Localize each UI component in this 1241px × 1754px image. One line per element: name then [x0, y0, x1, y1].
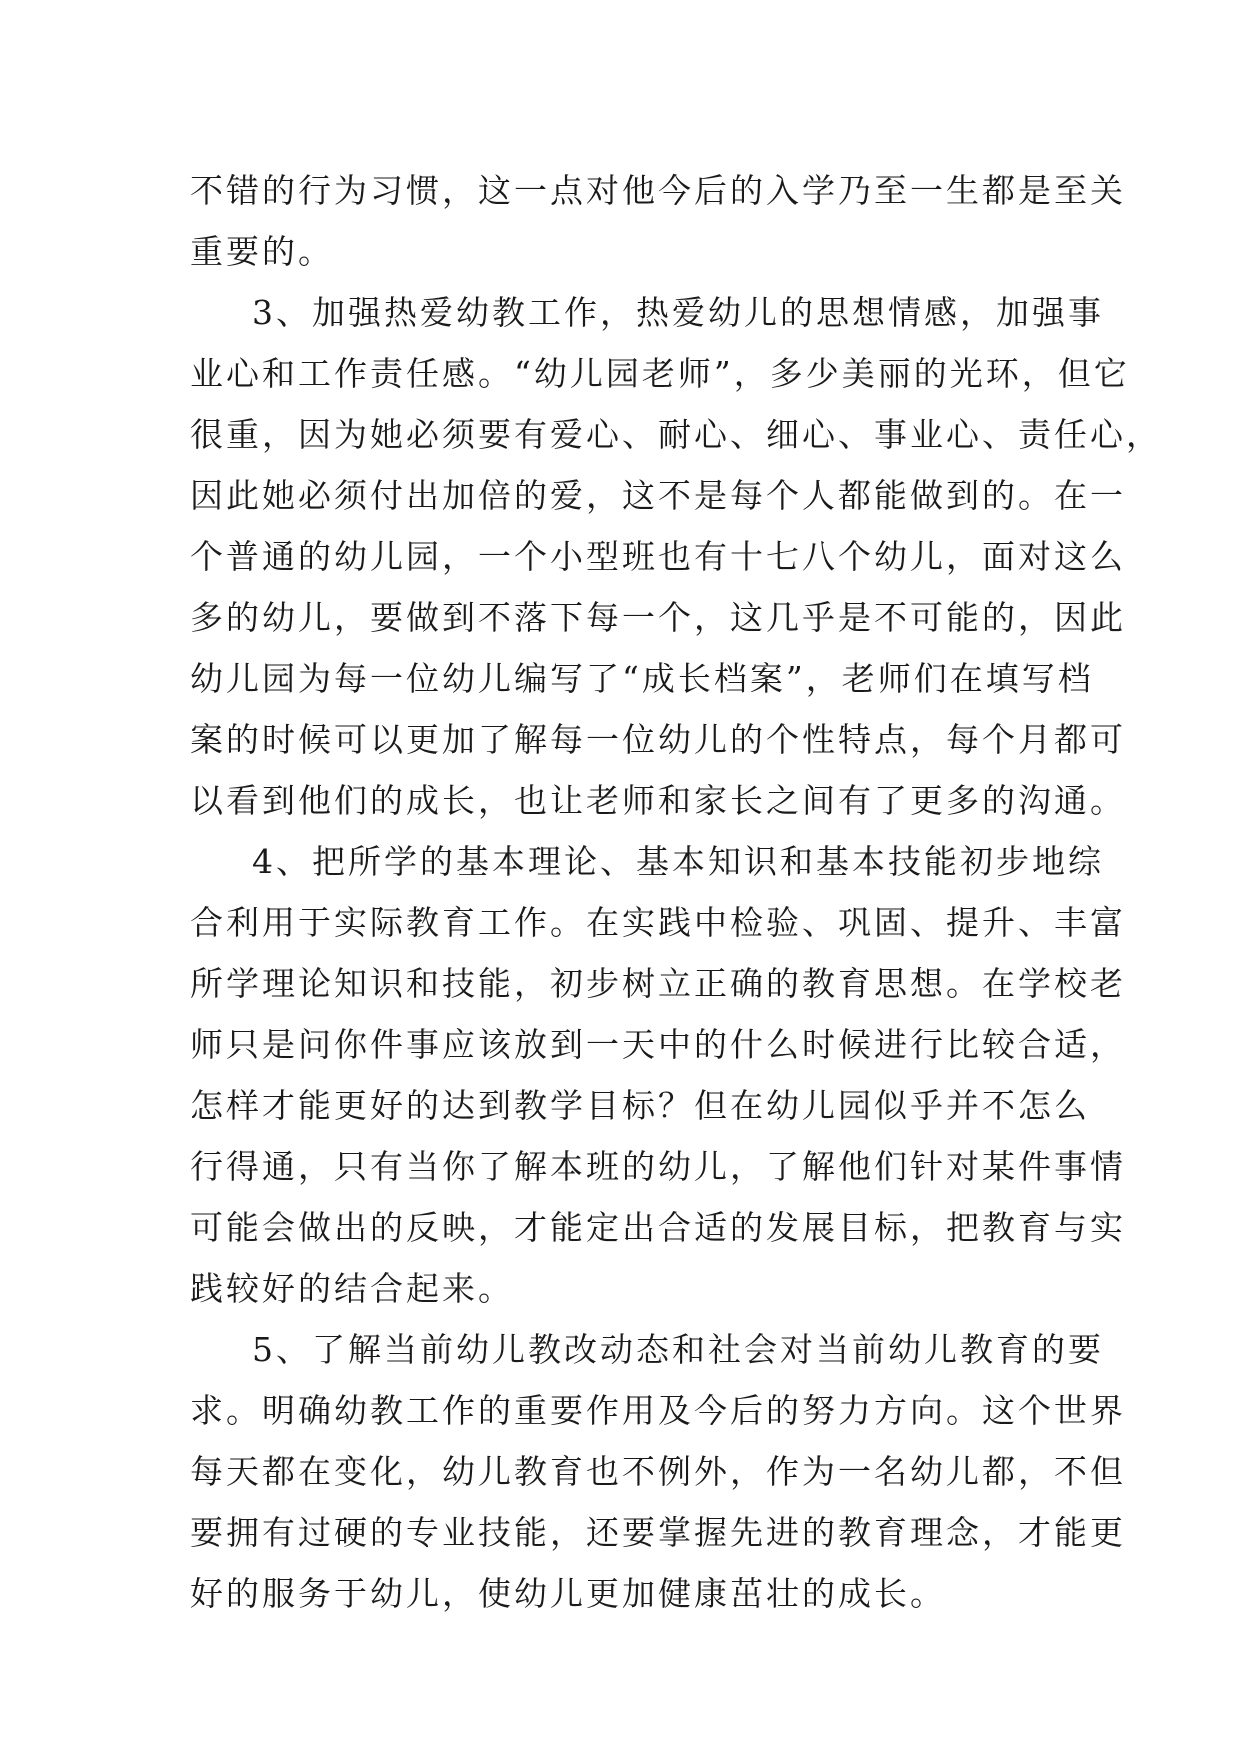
text-line: 个普通的幼儿园，一个小型班也有十七八个幼儿，面对这么 [190, 537, 1126, 576]
text-line: 重要的。 [190, 232, 334, 271]
text-line: 可能会做出的反映，才能定出合适的发展目标，把教育与实 [190, 1208, 1126, 1247]
text-line: 不错的行为习惯，这一点对他今后的入学乃至一生都是至关 [190, 171, 1126, 210]
text-line: 多的幼儿，要做到不落下每一个，这几乎是不可能的，因此 [190, 598, 1126, 637]
document-body [190, 160, 1162, 1624]
text-line: 求。明确幼教工作的重要作用及今后的努力方向。这个世界 [190, 1391, 1126, 1430]
text-line: 每天都在变化，幼儿教育也不例外，作为一名幼儿都，不但 [190, 1452, 1126, 1491]
text-line: 因此她必须付出加倍的爱，这不是每个人都能做到的。在一 [190, 476, 1126, 515]
paragraph-4-start: 4、把所学的基本理论、基本知识和基本技能初步地综 [252, 842, 1104, 881]
text-line: 好的服务于幼儿，使幼儿更加健康茁壮的成长。 [190, 1574, 946, 1613]
text-line: 以看到他们的成长，也让老师和家长之间有了更多的沟通。 [190, 781, 1126, 820]
text-line: 很重，因为她必须要有爱心、耐心、细心、事业心、责任心， [190, 415, 1162, 454]
text-line: 所学理论知识和技能，初步树立正确的教育思想。在学校老 [190, 964, 1126, 1003]
text-line: 要拥有过硬的专业技能，还要掌握先进的教育理念，才能更 [190, 1513, 1126, 1552]
text-line: 案的时候可以更加了解每一位幼儿的个性特点，每个月都可 [190, 720, 1126, 759]
text-line: 怎样才能更好的达到教学目标？但在幼儿园似乎并不怎么 [190, 1086, 1090, 1125]
paragraph-5-start: 5、了解当前幼儿教改动态和社会对当前幼儿教育的要 [252, 1330, 1104, 1369]
text-line: 幼儿园为每一位幼儿编写了“成长档案”，老师们在填写档 [190, 659, 1094, 698]
text-line: 合利用于实际教育工作。在实践中检验、巩固、提升、丰富 [190, 903, 1126, 942]
text-line: 践较好的结合起来。 [190, 1269, 514, 1308]
paragraph-3-start: 3、加强热爱幼教工作，热爱幼儿的思想情感，加强事 [252, 293, 1104, 332]
text-line: 行得通，只有当你了解本班的幼儿，了解他们针对某件事情 [190, 1147, 1126, 1186]
text-line: 师只是问你件事应该放到一天中的什么时候进行比较合适， [190, 1025, 1126, 1064]
text-line: 业心和工作责任感。“幼儿园老师”，多少美丽的光环，但它 [190, 354, 1130, 393]
